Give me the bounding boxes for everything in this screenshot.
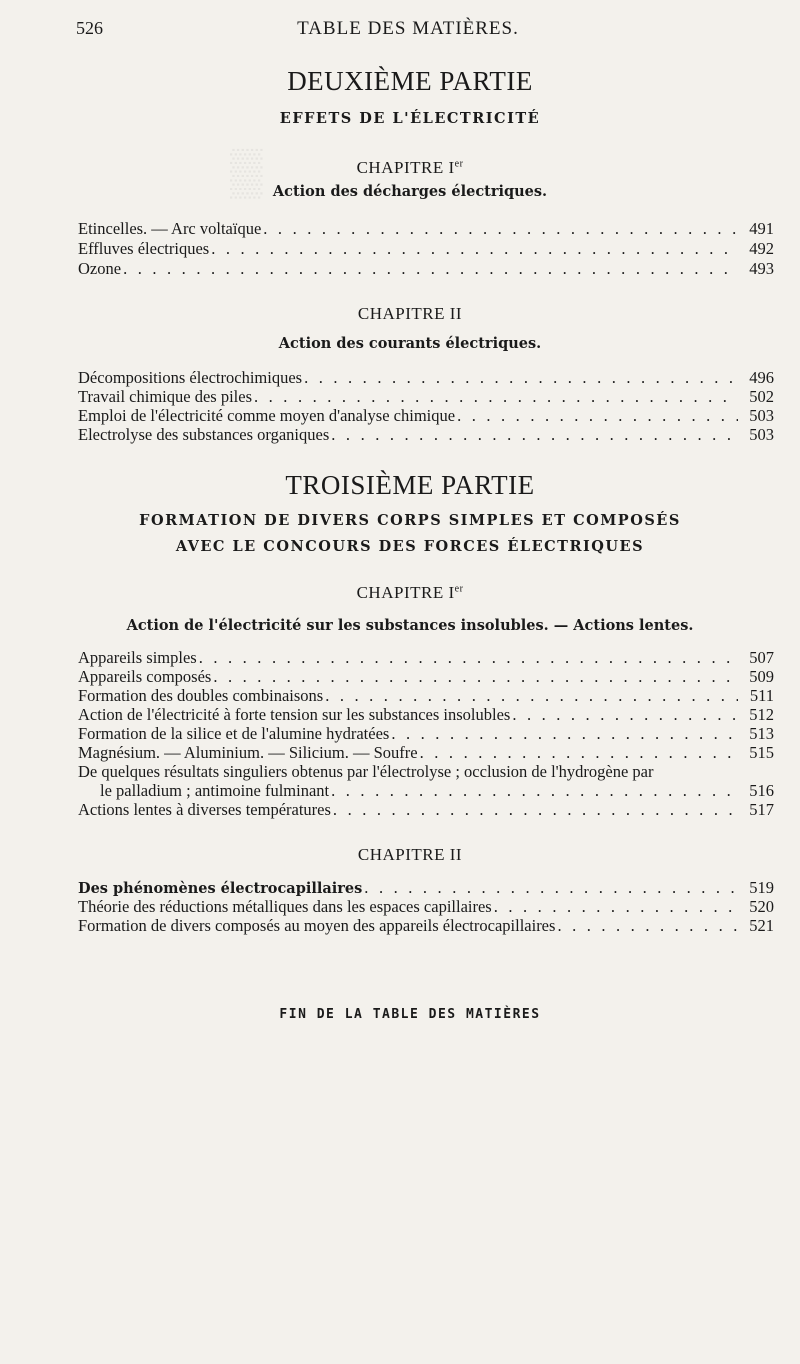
- toc-entry[interactable]: Formation de la silice et de l'alumine hydratées . . . 513: [78, 724, 774, 746]
- toc-entry[interactable]: Electrolyse des substances organiques . . . 503: [78, 425, 774, 447]
- toc-entry[interactable]: le palladium ; antimoine fulminant . . . 516: [100, 781, 774, 803]
- page-number: 526: [76, 18, 103, 38]
- toc-entry[interactable]: Effluves électriques . . . 492: [78, 239, 774, 261]
- toc-entry[interactable]: Ozone . . . 493: [78, 259, 774, 281]
- chapter-heading: CHAPITRE II: [357, 304, 463, 323]
- chapter-heading: CHAPITRE Ier: [356, 158, 464, 177]
- chapter-title: Action de l'électricité sur les substances insolubles. — Actions lentes.: [126, 617, 694, 634]
- part-title: DEUXIÈME PARTIE: [287, 66, 533, 96]
- part-subtitle: FORMATION DE DIVERS CORPS SIMPLES ET COMPOSÉS: [139, 512, 681, 529]
- toc-entry[interactable]: Magnésium. — Aluminium. — Silicium. — Soufre . . . 515: [78, 743, 774, 765]
- toc-entry[interactable]: Appareils simples . . . 507: [78, 648, 774, 670]
- bleed-through: ▒: [230, 146, 269, 197]
- toc-entry[interactable]: Formation des doubles combinaisons . . . 511: [78, 686, 774, 708]
- chapter-heading: CHAPITRE Ier: [356, 583, 464, 602]
- toc-entry[interactable]: Théorie des réductions métalliques dans les espaces capillaires . . . 520: [78, 897, 774, 919]
- toc-entry[interactable]: Action de l'électricité à forte tension sur les substances insolubles . . . 512: [78, 705, 774, 727]
- part-title: TROISIÈME PARTIE: [285, 470, 535, 500]
- running-title: TABLE DES MATIÈRES.: [297, 18, 519, 39]
- toc-entry[interactable]: Décompositions électrochimiques . . . 496: [78, 368, 774, 390]
- page-header: [76, 18, 740, 42]
- chapter-heading: CHAPITRE II: [357, 845, 463, 864]
- toc-entry[interactable]: Etincelles. — Arc voltaïque . . . 491: [78, 219, 774, 241]
- toc-entry[interactable]: Emploi de l'électricité comme moyen d'analyse chimique . . . 503: [78, 406, 774, 428]
- part-subtitle: AVEC LE CONCOURS DES FORCES ÉLECTRIQUES: [175, 538, 645, 555]
- chapter-title: Action des courants électriques.: [278, 335, 542, 352]
- end-of-table: FIN DE LA TABLE DES MATIÈRES: [279, 1007, 541, 1022]
- toc-entry[interactable]: Formation de divers composés au moyen des appareils électrocapillaires . . . 521: [78, 916, 774, 938]
- toc-entry[interactable]: Des phénomènes électrocapillaires . . . 519: [78, 878, 774, 900]
- part-subtitle: EFFETS DE L'ÉLECTRICITÉ: [279, 110, 541, 127]
- toc-entry[interactable]: Travail chimique des piles . . . 502: [78, 387, 774, 409]
- toc-entry-line[interactable]: De quelques résultats singuliers obtenus par l'électrolyse ; occlusion de l'hydrogène par: [78, 762, 654, 781]
- toc-entry[interactable]: Appareils composés . . . 509: [78, 667, 774, 689]
- chapter-title: Action des décharges électriques.: [272, 183, 548, 200]
- toc-entry[interactable]: Actions lentes à diverses températures . . . 517: [78, 800, 774, 822]
